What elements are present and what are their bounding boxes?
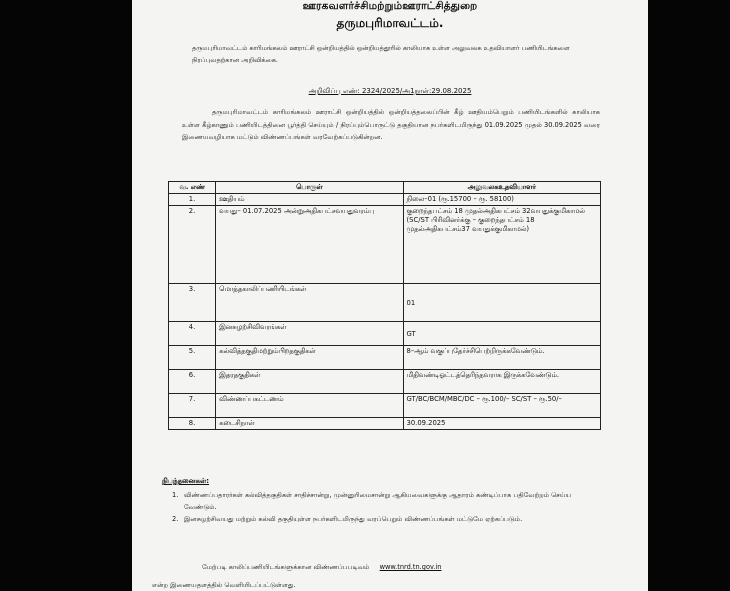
conditions-title: நிபந்தனைகள்: [162, 477, 210, 485]
table-row [169, 394, 601, 418]
item-number: 2. [172, 515, 179, 523]
table-row [169, 418, 601, 430]
table-row [169, 346, 601, 370]
item-text: விண்ணப்பதாரர்கள் கல்வித்தகுதிகள் சாதிச்சான்று, முன்னுரிமைசான்று ஆகியவைகளுக்கு ஆதாரம் கண்டிப்பாக பதிவேற்றம் செய்ய வேண்டும். [184, 491, 572, 511]
footer-text: மேற்படி காலிப்பணியிடங்களுக்கான விண்ணப்பபடிவம் [202, 563, 370, 571]
row-label: கடைசிநாள் [216, 418, 403, 430]
row-value: மிதிவண்டிஓட்டத்தெரிந்தவராக இருக்கவேண்டும். [403, 370, 600, 394]
header-post: அலுவலகஉதவியாளர் [403, 182, 600, 194]
row-sno: 1. [169, 194, 216, 206]
row-value: 01 [403, 284, 600, 322]
table-row [169, 370, 601, 394]
footer-line [202, 563, 602, 572]
row-sno: 2. [169, 206, 216, 284]
intro-paragraph: தருமபுரிமாவட்டம் காரிமங்கலம் ஊராட்சி ஒன்றியத்தில் ஒன்றியத்தலைப்பின் கீழ் ஊதியம்பெறும் பணியிடங்களில் காலியாக உள்ள கீழ்காணும் பணியிடத்தினை பூர்த்தி செய்யும் / நிரப்பும்பொருட்டு தகுதியான நபர்களிடமிருந்து 01.09.2025 முதல் 30.09.2025 வரை இணையவழியாக மட்டும் விண்ணப்பங்கள் வரவேற்கப்படுகின்றன. [182, 108, 600, 141]
header-subject: பொருள் [216, 182, 403, 194]
header-sno: வ. எண் [169, 182, 216, 194]
row-sno: 3. [169, 284, 216, 322]
row-label: வயது– 01.07.2025 அன்றுஅதிகபட்சவயதுவரம்பு [216, 206, 403, 284]
row-value: 30.09.2025 [403, 418, 600, 430]
district-heading: தருமபுரிமாவட்டம். [336, 16, 444, 30]
subject-line: தருமபுரிமாவட்டம் காரிமங்கலம் ஊராட்சி ஒன்றியத்தில் ஒன்றியத்தூரில் காலியாக உள்ள அலுவலக உதவியாளர் பணியிடங்களை நிரப்புவதற்கான அறிவிக்கை. [192, 44, 570, 64]
table-row [169, 206, 601, 284]
row-label: இதரதகுதிகள் [216, 370, 403, 394]
row-sno: 4. [169, 322, 216, 346]
conditions-list [172, 489, 602, 525]
footer-line-2: என்ற இணையதளத்தில் வெளியிடப்பட்டுள்ளது. [152, 581, 296, 589]
table-row [169, 194, 601, 206]
row-label: மொத்தகாலிப்பணியிடங்கள் [216, 284, 403, 322]
item-number: 1. [172, 491, 179, 499]
document-page [132, 0, 648, 591]
row-value: நிலை–01 (ரூ.15700 – ரூ. 58100) [403, 194, 600, 206]
table-header-row [169, 182, 601, 194]
row-sno: 6. [169, 370, 216, 394]
row-value: குறைந்தபட்சம் 18 முதல்அதிகபட்சம் 32வயதுக்குமிகாமல் (SC/ST பிரிவினர்க்கு – குறைந்தபட்சம் 18 முதல்அதிகபட்சம்37 வயதுக்குமிகாமல்) [403, 206, 600, 284]
row-label: ஊதியம் [216, 194, 403, 206]
row-sno: 7. [169, 394, 216, 418]
row-label: விண்ணப்பகட்டணம் [216, 394, 403, 418]
list-item [172, 513, 602, 525]
list-item [172, 489, 602, 513]
table-row [169, 284, 601, 322]
row-value: GT/BC/BCM/MBC/DC – ரூ.100/– SC/ST – ரூ.50/– [403, 394, 600, 418]
row-sno: 5. [169, 346, 216, 370]
notice-number [132, 87, 648, 96]
vacancy-table [168, 181, 601, 430]
department-heading: ஊரகவளர்ச்சிமற்றும்ஊராட்சித்துறை [302, 0, 478, 12]
table-row [169, 322, 601, 346]
row-value: GT [403, 322, 600, 346]
row-label: கல்வித்தகுதிமற்றும்பிறதகுதிகள் [216, 346, 403, 370]
row-sno: 8. [169, 418, 216, 430]
row-label: இனசுழற்சிவிவரங்கள் [216, 322, 403, 346]
item-text: இனசுழற்சிவயது மற்றும் கல்வி தகுதியுள்ள நபர்களிடமிருந்து வரப்பெறும் விண்ணப்பங்கள் மட்டுமே ஏற்கப்படும். [184, 515, 523, 523]
row-value: 8–ஆம் வகுப்புதேர்ச்சிபெற்றிருக்கவேண்டும். [403, 346, 600, 370]
website-link[interactable]: www.tnrd.tn.gov.in [379, 563, 442, 571]
notice-text: அறிவிப்பு எண்: 2324/2025/அ1நாள்:29.08.2025 [308, 87, 472, 95]
